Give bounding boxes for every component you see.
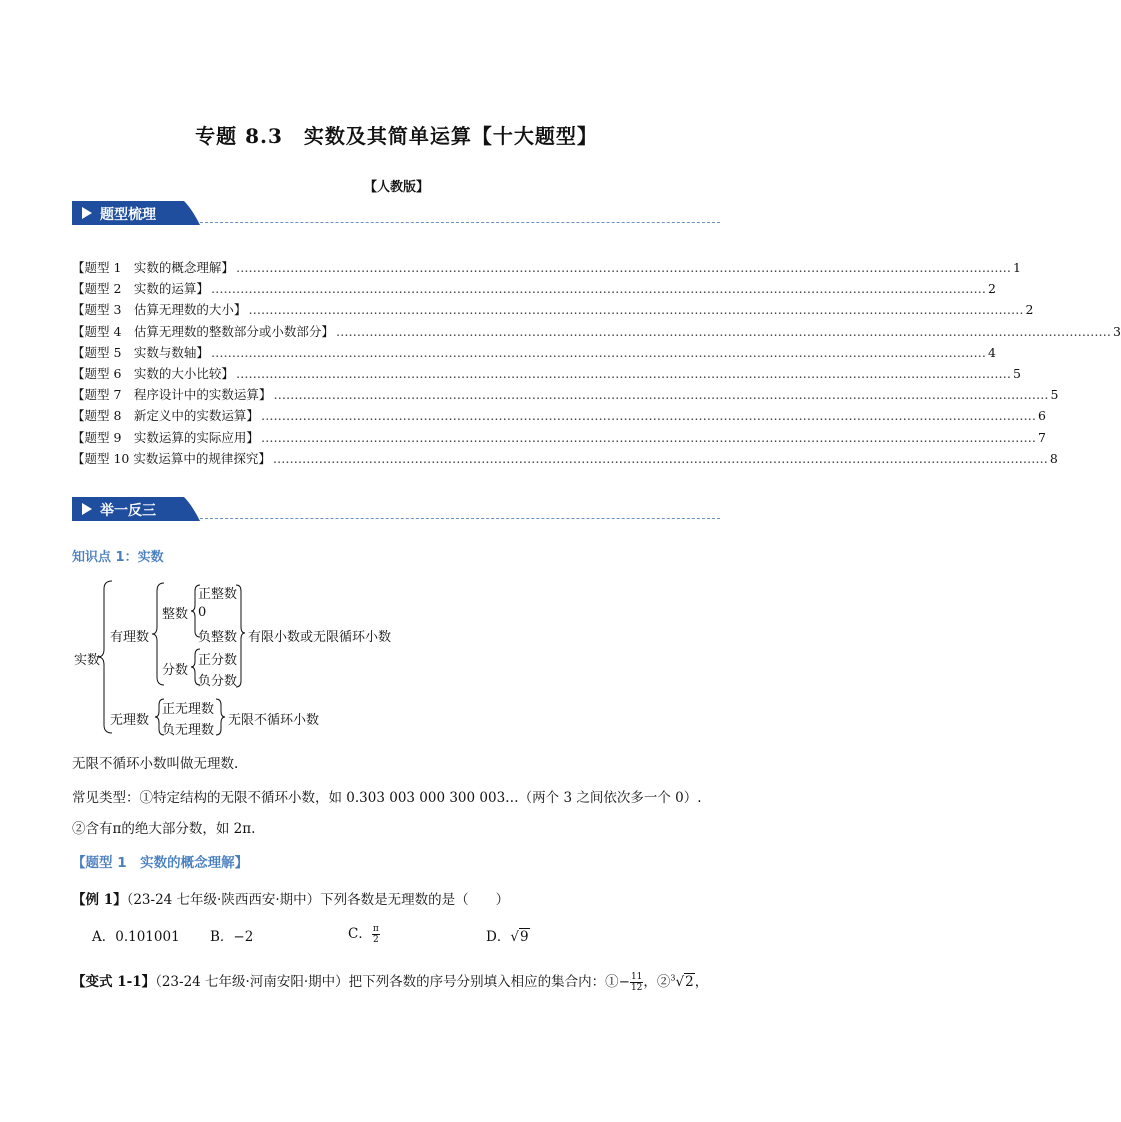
section-divider — [200, 518, 720, 519]
knowledge-point-title: 知识点 1：实数 — [72, 550, 164, 565]
toc-item[interactable]: 【题型 1 实数的概念理解】 …………………………………………………………………………………………………………………………………………………………………… 1 — [72, 260, 1021, 275]
tree-negative-fraction: 负分数 — [198, 674, 238, 689]
section-divider — [200, 222, 720, 223]
section-header-examples — [72, 497, 720, 523]
sqrt-9: √9 — [510, 929, 529, 945]
table-of-contents — [72, 258, 1121, 470]
tree-positive-irrational: 正无理数 — [162, 702, 215, 717]
option-c: C． $\frac{\pi}{2}$ — [348, 924, 379, 945]
variant-1-1: 【变式 1-1】（23-24 七年级·河南安阳·期中）把下列各数的序号分别填入相应的集合内：①− $\frac{11}{12}$ ，②$^3$√2， — [72, 972, 709, 993]
cube-root-2: √2 — [675, 974, 694, 990]
variant-label: 【变式 1-1】 — [72, 974, 156, 990]
tree-positive-integer: 正整数 — [198, 587, 238, 602]
tree-root: 实数 — [74, 653, 101, 668]
toc-item[interactable]: 【题型 10 实数运算中的规律探究】 …………………………………………………………………………………………………………………………………………………………………… 8 — [72, 450, 1058, 466]
page-title: 专题 8.3 实数及其简单运算【十大题型】 — [195, 124, 598, 148]
tree-integer: 整数 — [162, 607, 189, 622]
tree-zero: 0 — [198, 605, 207, 620]
toc-item[interactable]: 【题型 3 估算无理数的大小】 …………………………………………………………………………………………………………………………………………………………………… 2 — [72, 302, 1034, 318]
toc-item[interactable]: 【题型 5 实数与数轴】 …………………………………………………………………………………………………………………………………………………………………… 4 — [72, 344, 996, 360]
toc-item[interactable]: 【题型 7 程序设计中的实数运算】 …………………………………………………………………………………………………………………………………………………………………… 5 — [72, 387, 1059, 403]
tree-rational: 有理数 — [110, 630, 150, 645]
section-title-examples: 举一反三 — [100, 503, 156, 519]
tree-irrational-note: 无限不循环小数 — [228, 713, 320, 728]
variant-text: （23-24 七年级·河南安阳·期中）把下列各数的序号分别填入相应的集合内：①− — [155, 974, 630, 990]
tree-irrational: 无理数 — [110, 713, 150, 728]
toc-item[interactable]: 【题型 4 估算无理数的整数部分或小数部分】 …………………………………………………………………………………………………………………………………………………………………… 3 — [72, 323, 1121, 339]
toc-item[interactable]: 【题型 2 实数的运算】 …………………………………………………………………………………………………………………………………………………………………… 2 — [72, 281, 996, 297]
option-b: B．−2 — [210, 929, 254, 945]
example-1 — [72, 888, 509, 908]
type1-heading: 【题型 1 实数的概念理解】 — [72, 855, 249, 871]
definition-text: 无限不循环小数叫做无理数. — [72, 756, 239, 772]
example-label: 【例 1】 — [72, 892, 127, 908]
section-title-outline: 题型梳理 — [100, 207, 156, 223]
tree-negative-irrational: 负无理数 — [162, 723, 215, 738]
real-number-classification — [70, 575, 490, 745]
tree-positive-fraction: 正分数 — [198, 653, 238, 668]
section-header-outline — [72, 201, 720, 227]
common-types-text: 常见类型：①特定结构的无限不循环小数，如 0.303 003 000 300 003…（两个 3 之间依次多一个 0）. — [72, 790, 702, 806]
pi-type-text: ②含有π的绝大部分数，如 2π. — [72, 821, 256, 837]
option-d: D．√9 — [486, 929, 529, 945]
tree-fraction: 分数 — [162, 663, 189, 678]
edition-label: 【人教版】 — [363, 180, 429, 195]
toc-item[interactable]: 【题型 6 实数的大小比较】 …………………………………………………………………………………………………………………………………………………………………… 5 — [72, 365, 1021, 381]
fraction-11-12: $\frac{11}{12}$ — [630, 972, 643, 993]
tree-negative-integer: 负整数 — [198, 630, 238, 645]
pi-over-2-fraction: $\frac{\pi}{2}$ — [372, 924, 379, 945]
toc-item[interactable]: 【题型 8 新定义中的实数运算】 …………………………………………………………………………………………………………………………………………………………………… 6 — [72, 408, 1046, 424]
toc-item[interactable]: 【题型 9 实数运算的实际应用】 …………………………………………………………………………………………………………………………………………………………………… 7 — [72, 429, 1046, 445]
tree-rational-note: 有限小数或无限循环小数 — [248, 630, 392, 645]
example-question: （23-24 七年级·陕西西安·期中）下列各数是无理数的是（ ） — [126, 892, 510, 908]
root-index: 3 — [670, 973, 676, 983]
option-a: A．0.101001 — [92, 929, 180, 945]
